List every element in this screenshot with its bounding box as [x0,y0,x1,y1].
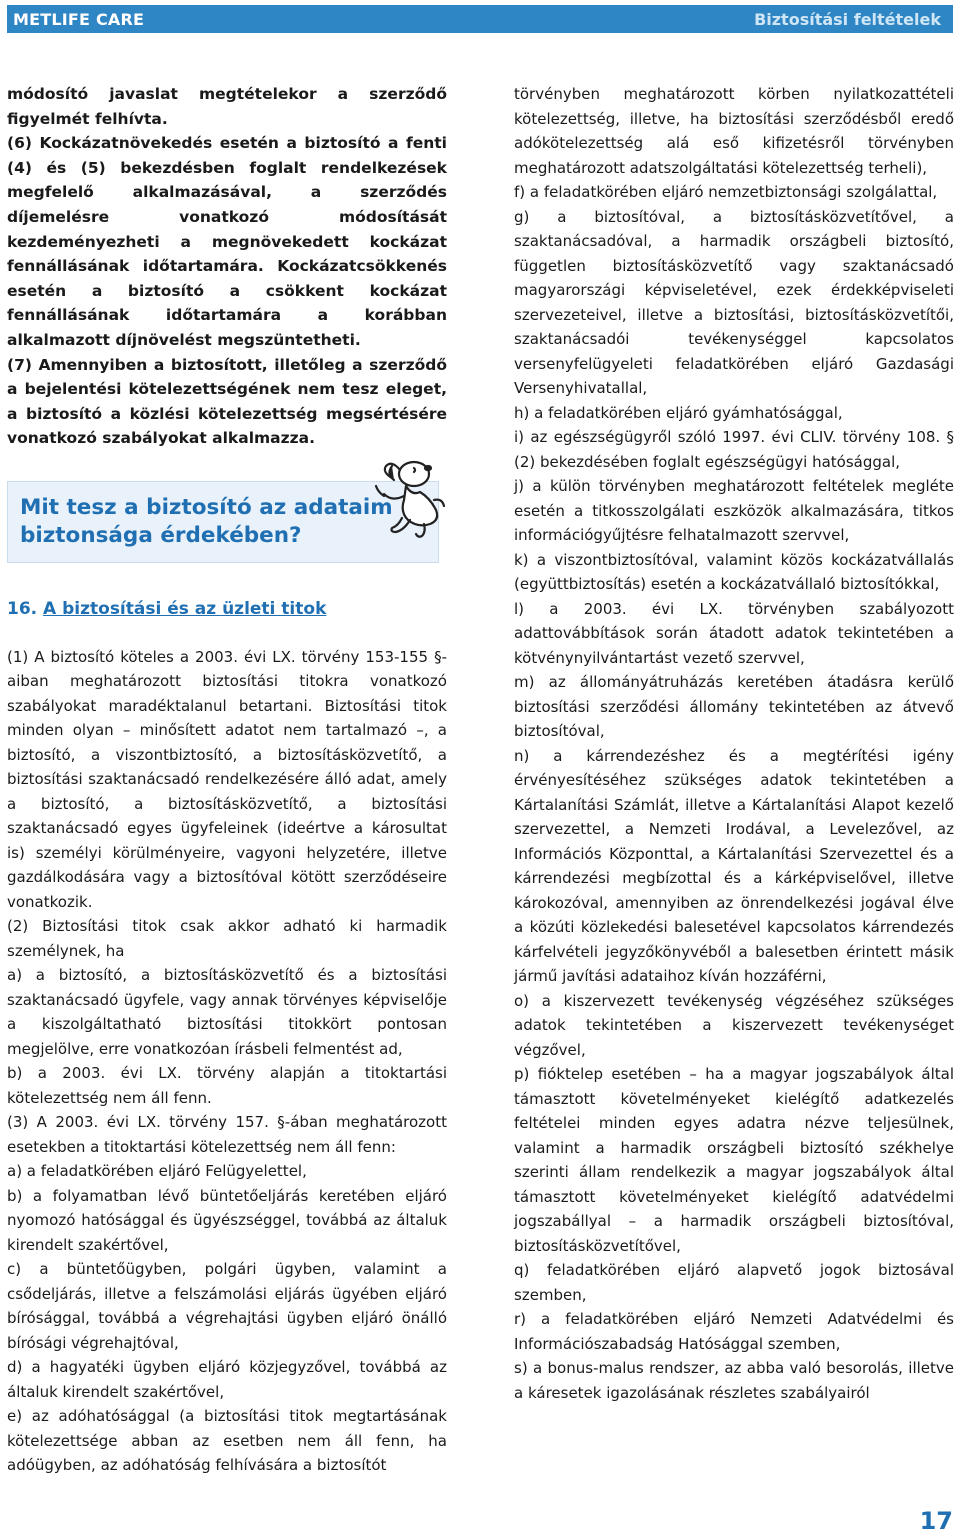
paragraph: r) a feladatkörében eljáró Nemzeti Adatvédelmi és Információszabadság Hatósággal szemben, [514,1310,954,1353]
bold-paragraph: módosító javaslat megtételekor a szerződő figyelmét felhívta. [7,85,447,128]
paragraph: (2) Biztosítási titok csak akkor adható ki harmadik személynek, ha [7,917,447,960]
paragraph: e) az adóhatósággal (a biztosítási titok megtartásának kötelezettsége abban az esetben nem áll fenn, ha adóügyben, az adóhatóság felhívására a biztosítót [7,1407,447,1475]
right-body-text [514,82,954,1405]
bold-paragraph: (6) Kockázatnövekedés esetén a biztosító a fenti (4) és (5) bekezdésben foglalt rendelkezések megfelelő alkalmazásával, a szerződés díjemelésre vonatkozó módosítását kezdeményezheti a megnövekedett kockázat fennállásának időtartamára. Kockázatcsökkenés esetén a biztosító a csökkent kockázat fennállásának időtartamára a korábban alkalmazott díjnövelést megszüntetheti. [7,134,447,349]
section-number: 16. [7,598,38,619]
paragraph: k) a viszontbiztosítóval, valamint közös kockázatvállalás (együttbiztosítás) esetén a kockázatvállaló biztosítókkal, [514,550,954,593]
paragraph: b) a 2003. évi LX. törvény alapján a titoktartási kötelezettség nem áll fenn. [7,1064,447,1107]
paragraph: a) a feladatkörében eljáró Felügyelettel, [7,1162,307,1181]
paragraph: (3) A 2003. évi LX. törvény 157. §-ában meghatározott esetekben a titoktartási kötelezettség nem áll fenn: [7,1113,447,1156]
left-body-text [7,645,447,1478]
paragraph: i) az egészségügyről szóló 1997. évi CLIV. törvény 108. § (2) bekezdésében foglalt egészségügyi hatósággal, [514,428,954,471]
paragraph: q) feladatkörében eljáró alapvető jogok biztosával szemben, [514,1261,954,1304]
paragraph: g) a biztosítóval, a biztosításközvetítővel, a szaktanácsadóval, a harmadik országbeli biztosító, független biztosításközvetítő vagy szaktanácsadó magyarországi képviseletével, ezek érdekképviseleti szervezeteivel, illetve a biztosítási, biztosításközvetítői, szaktanácsadói tevékenységgel kapcsolatos versenyfelügyeleti feladatkörében eljáró Gazdasági Versenyhivatallal, [514,207,954,397]
paragraph: b) a folyamatban lévő büntetőeljárás keretében eljáró nyomozó hatósággal és ügyészséggel, továbbá az általuk kirendelt szakértővel, [7,1186,447,1254]
paragraph: törvényben meghatározott körben nyilatkozattételi kötelezettség, illetve, ha biztosítási szerződésből eredő adókötelezettség alá eső kifizetésről törvényben meghatározott adatszolgáltatási kötelezettség terheli), [514,85,954,177]
paragraph: c) a büntetőügyben, polgári ügyben, valamint a csődeljárás, illetve a felszámolási eljárás ügyében eljáró bírósággal, továbbá a végrehajtási ügyben eljáró önálló bírósági végrehajtóval, [7,1260,447,1352]
section-heading [7,599,447,619]
paragraph: o) a kiszervezett tevékenység végzéséhez szükséges adatok tekintetében a kiszervezett tevékenységet végzővel, [514,991,954,1059]
page-number: 17 [919,1507,953,1535]
paragraph: d) a hagyatéki ügyben eljáró közjegyzővel, továbbá az általuk kirendelt szakértővel, [7,1358,447,1401]
section-title: A biztosítási és az üzleti titok [43,598,327,619]
paragraph: p) fióktelep esetében – ha a magyar jogszabályok által támasztott követelményeket kielégítő adatkezelés feltételei minden egyes adatra nézve teljesülnek, valamint a harmadik országbeli biztosító székhelye szerinti állam rendelkezik a magyar jogszabályok által támasztott követelményeket kielégítő adatvédelmi jogszabállyal – a harmadik országbeli biztosítóval, biztosításközvetítővel, [514,1065,954,1255]
paragraph: j) a külön törvényben meghatározott feltételek megléte esetén a titkosszolgálati eszközök alkalmazására, titkos információgyűjtésre felhatalmazott szervvel, [514,477,954,544]
callout-title: Mit tesz a biztosító az adataim biztonsága érdekében? [20,494,393,548]
paragraph: a) a biztosító, a biztosításközvetítő és a biztosítási szaktanácsadó ügyfele, vagy annak törvényes képviselője a kiszolgáltatható biztosítási titokkört pontosan megjelölve, erre vonatkozóan írásbeli felmentést ad, [7,966,447,1058]
paragraph: s) a bonus-malus rendszer, az abba való besorolás, illetve a káresetek igazolásának részletes szabályairól [514,1359,954,1402]
bold-paragraph: (7) Amennyiben a biztosított, illetőleg a szerződő a bejelentési kötelezettségének nem tesz eleget, a biztosító a közlési kötelezettség megsértésére vonatkozó szabályokat alkalmazza. [7,355,447,448]
bold-paragraphs [7,82,447,451]
left-column [7,82,447,1478]
paragraph: m) az állományátruházás keretében átadásra kerülő biztosítási szerződési állomány tekintetében az átvevő biztosítóval, [514,673,954,740]
paragraph: h) a feladatkörében eljáró gyámhatósággal, [514,403,843,422]
document-section: Biztosítási feltételek [754,9,941,29]
paragraph: (1) A biztosító köteles a 2003. évi LX. törvény 153-155 §- aiban meghatározott biztosítási titokra vonatkozó szabályokat maradéktalanul betartani. Biztosítási titok minden olyan – minősített adatot nem tartalmazó –, a biztosító, a viszontbiztosító, a biztosításközvetítő, a biztosítási szaktanácsadó rendelkezésére álló adat, amely a biztosító, a biztosításközvetítő, a biztosítási szaktanácsadó egyes ügyfeleinek (ideértve a károsultat is) személyi körülményeire, vagyoni helyzetére, illetve gazdálkodására vagy a biztosítóval kötött szerződéseire vonatkozik. [7,647,447,911]
faq-callout [7,481,439,563]
snoopy-icon [374,456,446,540]
paragraph: l) a 2003. évi LX. törvényben szabályozott adattovábbítások során átadott adatok tekintetében a kötvénynyilvántartást vezető szervvel, [514,599,954,667]
page-header [7,5,953,33]
paragraph: f) a feladatkörében eljáró nemzetbiztonsági szolgálattal, [514,183,938,201]
right-column [514,82,954,1405]
paragraph: n) a kárrendezéshez és a megtérítési igény érvényesítéséhez szükséges adatok tekintetében a Kártalanítási Számlát, illetve a Kártalanítási Alapot kezelő szervezettel, a Nemzeti Irodával, a Levelezővel, az Információs Központtal, a Kártalanítási Szervezettel és a kárrendezési megbízottal és a kárképviselővel, illetve károkozóval, amennyiben az önrendelkezési jogával élve a közúti közlekedési balesetével kapcsolatos kárrendezés kárfelvételi jegyzőkönyvéből a balesetben érintett másik jármű javítási adataihoz kíván hozzáférni, [514,746,954,985]
brand-name: METLIFE CARE [13,9,145,29]
